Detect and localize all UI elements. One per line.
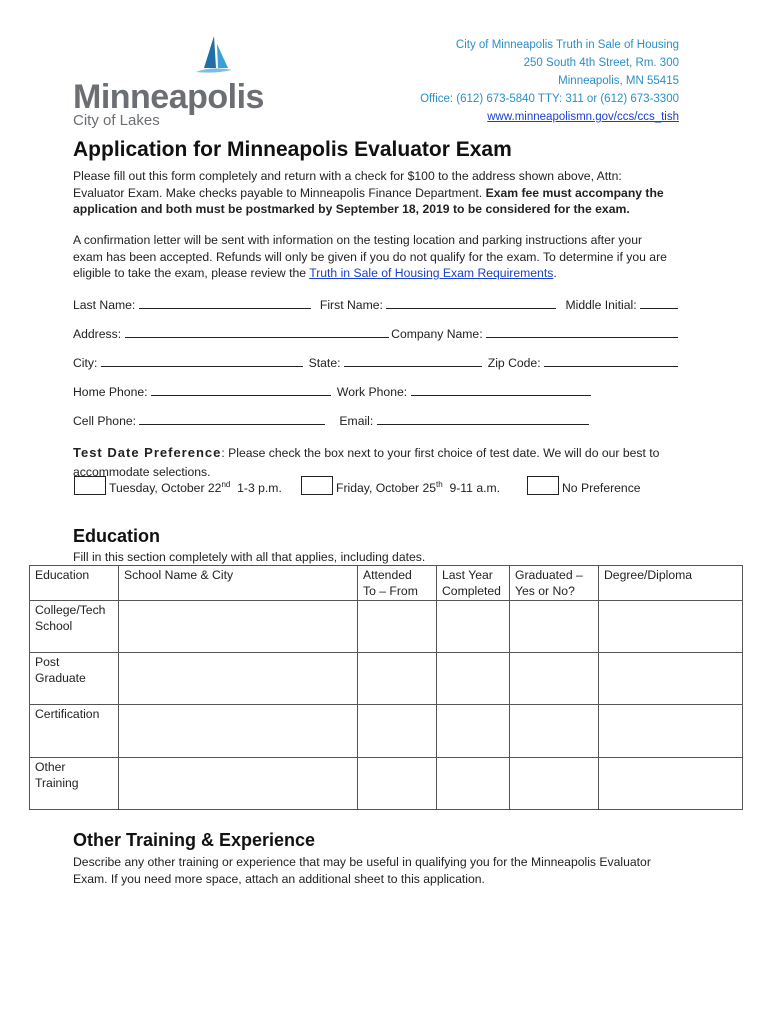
address-row	[73, 325, 678, 343]
cell-input[interactable]	[119, 601, 358, 653]
cell-input[interactable]	[437, 758, 510, 810]
company-name-label: Company Name:	[391, 327, 483, 341]
intro-paragraph	[73, 168, 673, 218]
option-1-suffix: nd	[221, 479, 231, 489]
city-row	[73, 354, 678, 372]
middle-initial-field[interactable]	[640, 296, 678, 309]
confirmation-paragraph	[73, 232, 673, 282]
middle-initial-label: Middle Initial:	[565, 298, 637, 312]
table-row	[30, 601, 743, 653]
cell-input[interactable]	[437, 653, 510, 705]
option-2-suffix: th	[436, 479, 443, 489]
test-date-heading: Test Date Preference	[73, 445, 222, 460]
home-phone-label: Home Phone:	[73, 385, 148, 399]
cell-input[interactable]	[437, 601, 510, 653]
name-row	[73, 296, 678, 314]
contact-city: Minneapolis, MN 55415	[558, 75, 679, 87]
contact-block	[420, 36, 679, 126]
row-label: College/Tech School	[30, 601, 119, 653]
home-phone-field[interactable]	[151, 383, 331, 396]
option-1-label	[109, 480, 282, 495]
email-field[interactable]	[377, 412, 589, 425]
cell-input[interactable]	[358, 601, 437, 653]
exam-requirements-link[interactable]: Truth in Sale of Housing Exam Requirements	[309, 266, 554, 280]
cell-input[interactable]	[599, 705, 743, 758]
confirmation-text: A confirmation letter will be sent with information on the testing location and parking instructions after your exam has been accepted. Refunds will only be given if you do not qualify for the exam. To determine if you are eligible to take the exam, please review the	[73, 233, 667, 280]
education-instructions: Fill in this section completely with all that applies, including dates.	[73, 550, 426, 564]
option-1-date: Tuesday, October 22	[109, 481, 222, 495]
row-label: Other Training	[30, 758, 119, 810]
test-date-option-1[interactable]	[74, 476, 282, 495]
cell-input[interactable]	[510, 653, 599, 705]
contact-website-link[interactable]: www.minneapolismn.gov/ccs/ccs_tish	[487, 111, 679, 123]
sailboat-logo-icon	[192, 34, 234, 82]
intro-text: Please fill out this form completely and return with a check for $100 to the address shown above, Attn: Evaluator Exam. Make checks payable to Minneapolis Finance Department.	[73, 169, 622, 200]
state-label: State:	[308, 356, 341, 370]
checkbox-no-preference[interactable]	[527, 476, 559, 495]
intro-bold-text: Exam fee must accompany the application and both must be postmarked by September 18, 2019 to be considered for the exam.	[73, 185, 664, 216]
col-degree: Degree/Diploma	[599, 566, 743, 601]
test-date-text: : Please check the box next to your first choice of test date. We will do our best to accommodate selections.	[73, 446, 660, 479]
logo-wordmark: Minneapolis	[73, 78, 264, 116]
city-field[interactable]	[101, 354, 303, 367]
email-label: Email:	[339, 414, 374, 428]
contact-street: 250 South 4th Street, Rm. 300	[523, 57, 679, 69]
table-header-row	[30, 566, 743, 601]
first-name-label: First Name:	[319, 298, 383, 312]
table-row	[30, 653, 743, 705]
education-heading: Education	[73, 526, 161, 546]
cell-email-row	[73, 412, 678, 430]
last-name-field[interactable]	[139, 296, 311, 309]
cell-input[interactable]	[358, 653, 437, 705]
contact-phone: Office: (612) 673-5840 TTY: 311 or (612) 673-3300	[420, 93, 679, 105]
cell-phone-label: Cell Phone:	[73, 414, 137, 428]
logo-tagline: City of Lakes	[73, 112, 160, 129]
cell-input[interactable]	[510, 758, 599, 810]
cell-input[interactable]	[510, 705, 599, 758]
cell-input[interactable]	[119, 758, 358, 810]
work-phone-field[interactable]	[411, 383, 591, 396]
cell-input[interactable]	[358, 758, 437, 810]
cell-input[interactable]	[119, 653, 358, 705]
cell-input[interactable]	[437, 705, 510, 758]
option-3-label: No Preference	[562, 481, 641, 495]
last-name-label: Last Name:	[73, 298, 136, 312]
col-graduated: Graduated – Yes or No?	[510, 566, 599, 601]
work-phone-label: Work Phone:	[336, 385, 408, 399]
cell-input[interactable]	[510, 601, 599, 653]
address-label: Address:	[73, 327, 122, 341]
cell-phone-field[interactable]	[139, 412, 325, 425]
test-date-option-2[interactable]	[301, 476, 500, 495]
checkbox-tuesday[interactable]	[74, 476, 106, 495]
col-school: School Name & City	[119, 566, 358, 601]
zip-field[interactable]	[544, 354, 678, 367]
cell-input[interactable]	[599, 653, 743, 705]
test-date-option-3[interactable]	[527, 476, 641, 495]
col-last-year: Last Year Completed	[437, 566, 510, 601]
company-name-field[interactable]	[486, 325, 678, 338]
first-name-field[interactable]	[386, 296, 556, 309]
option-2-date: Friday, October 25	[336, 481, 437, 495]
other-training-text: Describe any other training or experience that may be useful in qualifying you for the Minneapolis Evaluator Exam. If you need more space, attach an additional sheet to this application.	[73, 855, 651, 886]
other-training-heading: Other Training & Experience	[73, 830, 316, 850]
option-2-time: 9-11 a.m.	[442, 481, 501, 495]
cell-input[interactable]	[599, 758, 743, 810]
option-2-label	[336, 480, 500, 495]
cell-input[interactable]	[119, 705, 358, 758]
phone-row	[73, 383, 678, 401]
confirmation-end: .	[553, 266, 557, 280]
education-table	[29, 565, 743, 810]
option-1-time: 1-3 p.m.	[230, 481, 282, 495]
page-title: Application for Minneapolis Evaluator Exam	[73, 138, 512, 161]
zip-label: Zip Code:	[487, 356, 541, 370]
table-row	[30, 705, 743, 758]
col-education: Education	[30, 566, 119, 601]
row-label: Post Graduate	[30, 653, 119, 705]
state-field[interactable]	[344, 354, 482, 367]
address-field[interactable]	[125, 325, 389, 338]
table-row	[30, 758, 743, 810]
row-label: Certification	[30, 705, 119, 758]
col-attended: Attended To – From	[358, 566, 437, 601]
checkbox-friday[interactable]	[301, 476, 333, 495]
cell-input[interactable]	[599, 601, 743, 653]
cell-input[interactable]	[358, 705, 437, 758]
contact-office-name: City of Minneapolis Truth in Sale of Housing	[455, 39, 679, 51]
city-label: City:	[73, 356, 98, 370]
